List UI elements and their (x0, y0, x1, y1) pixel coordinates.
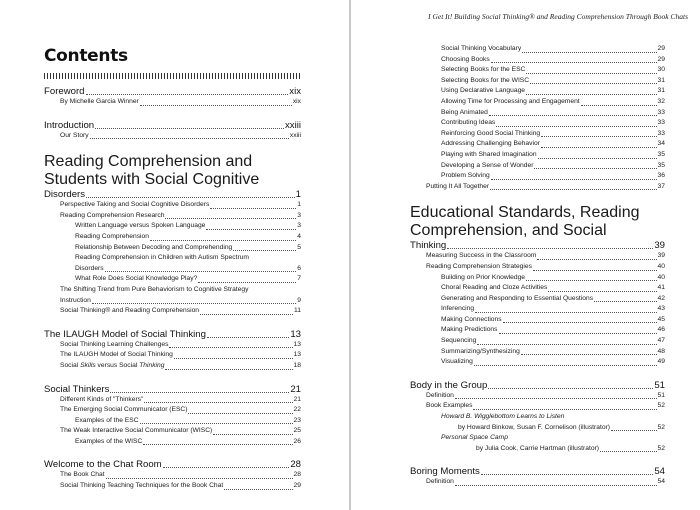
toc-entry-title: by Julia Cook, Carrie Hartman (illustrator) (476, 444, 600, 452)
toc-entry-page: 41 (657, 284, 665, 292)
toc-entry-page: 47 (657, 337, 665, 345)
toc-entry (44, 232, 301, 243)
dot-leader (207, 337, 289, 338)
toc-entry-page: 51 (654, 379, 665, 391)
dot-leader (90, 138, 289, 139)
toc-entry (44, 285, 301, 306)
toc-entry-page: 30 (657, 66, 665, 74)
dot-leader (489, 115, 657, 116)
toc-entry (410, 86, 665, 97)
toc-entry-title: Body in the Group (410, 379, 488, 391)
toc-entry (44, 470, 301, 481)
toc-entry-title: Educational Standards, Reading Comprehension, and Social (410, 204, 640, 240)
dot-leader (499, 333, 657, 334)
toc-entry-title: Reinforcing Good Social Thinking (441, 129, 541, 137)
toc-entry-title: Inferencing (441, 305, 475, 313)
toc-entry (44, 481, 301, 492)
toc-entry (410, 325, 665, 336)
dot-leader (140, 105, 292, 106)
dot-leader (174, 358, 293, 359)
toc-entry (410, 118, 665, 129)
toc-entry (410, 182, 665, 193)
toc-entry (44, 426, 301, 437)
toc-entry (410, 336, 665, 347)
toc-entry (410, 161, 665, 172)
dot-leader (198, 282, 296, 283)
toc-entry (44, 306, 301, 317)
dot-leader (503, 322, 657, 323)
toc-entry-title: Building on Prior Knowledge (441, 273, 526, 281)
toc-entry-title: Developing a Sense of Wonder (441, 161, 534, 169)
toc-entry-title: Social Thinkers (44, 383, 110, 395)
toc-entry (44, 97, 301, 108)
toc-section (410, 466, 665, 477)
toc-entry-title: Foreword (44, 86, 85, 97)
dot-leader (526, 280, 657, 281)
toc-entry (44, 350, 301, 361)
dot-leader (92, 303, 296, 304)
toc-entry-page: xxiii (285, 119, 301, 131)
toc-entry-page: 1 (297, 201, 301, 209)
toc-entry (410, 44, 665, 55)
dot-leader (200, 314, 293, 315)
toc-entry (410, 315, 665, 326)
toc-entry-page: 40 (657, 273, 665, 281)
toc-entry-page: xix (292, 98, 301, 105)
dot-leader (95, 128, 284, 129)
toc-entry-continued (410, 240, 665, 251)
toc-entry-title: Selecting Books for the WISC (441, 76, 530, 84)
toc-entry-title: Sequencing (441, 337, 477, 345)
dot-leader (538, 158, 657, 159)
toc-entry (44, 437, 301, 448)
decorative-rule (44, 73, 300, 79)
toc-entry-page: 3 (297, 222, 301, 230)
toc-entry-page: 4 (297, 232, 301, 240)
dot-leader (496, 126, 656, 127)
toc-entry-title: Different Kinds of "Thinkers" (60, 395, 144, 403)
toc-entry-page: 32 (657, 97, 665, 105)
toc-entry-page: 31 (657, 87, 665, 95)
toc-entry-page: 49 (657, 358, 665, 366)
toc-entry-page: 9 (297, 296, 301, 304)
toc-entry-title: Personal Space Camp (441, 434, 508, 442)
dot-leader (522, 52, 656, 53)
toc-entry-title: Being Animated (441, 108, 488, 116)
toc-entry-page: 39 (654, 240, 665, 252)
toc-section (44, 459, 301, 470)
toc-section (44, 86, 301, 97)
dot-leader (473, 409, 656, 410)
toc-entry-title: Selecting Books for the ESC (441, 66, 526, 74)
toc-entry-page: 31 (657, 76, 665, 84)
toc-entry-page: 45 (657, 315, 665, 323)
toc-entry-page: 21 (290, 383, 301, 395)
dot-leader (477, 344, 656, 345)
toc-entry-page: 39 (657, 252, 665, 260)
toc-entry-title: Social Thinking® and Reading Comprehension (60, 307, 200, 315)
toc-entry-title: Reading Comprehension in Children with Autism Spectrum (75, 254, 249, 262)
dot-leader (224, 489, 292, 490)
toc-entry-page: 5 (297, 243, 301, 251)
dot-leader (140, 423, 293, 424)
toc-entry-page: 23 (293, 416, 301, 424)
toc-section (44, 120, 301, 131)
toc-entry-continued (44, 296, 301, 307)
toc-entry-title: Social Skills versus Social Thinking (60, 361, 165, 369)
dot-leader (521, 354, 657, 355)
toc-entry (410, 477, 665, 488)
dot-leader (150, 240, 296, 241)
toc-entry-page: 29 (657, 45, 665, 52)
toc-entry-title: Howard B. Wigglebottom Learns to Listen (441, 413, 565, 421)
dot-leader (105, 271, 297, 272)
toc-entry-title: by Howard Binkow, Susan F. Cornelison (illustrator) (458, 423, 611, 431)
toc-entry-title: The ILAUGH Model of Social Thinking (60, 351, 173, 359)
toc-entry-page: 35 (657, 150, 665, 158)
toc-right (410, 44, 665, 488)
toc-entry (410, 204, 665, 251)
dot-leader (213, 434, 292, 435)
dot-leader (455, 485, 657, 486)
dot-leader (106, 478, 293, 479)
toc-entry-page: 13 (290, 328, 301, 340)
toc-entry (44, 253, 301, 274)
toc-entry-title: Reading Comprehension and Students with Social Cognitive (44, 153, 260, 189)
dot-leader (86, 197, 295, 198)
toc-entry-page: 36 (657, 172, 665, 180)
toc-entry-title: Reading Comprehension Research (60, 211, 165, 219)
toc-entry (44, 243, 301, 254)
dot-leader (530, 83, 656, 84)
toc-entry-page: 21 (293, 395, 301, 403)
toc-entry-page: 43 (657, 305, 665, 313)
dot-leader (600, 451, 657, 452)
toc-entry-page: 18 (293, 361, 301, 369)
toc-entry (410, 283, 665, 294)
toc-entry (44, 340, 301, 351)
dot-leader (206, 229, 296, 230)
toc-entry-title: What Role Does Social Knowledge Play? (75, 275, 198, 283)
toc-entry-title: Generating and Responding to Essential Questions (441, 294, 594, 302)
toc-entry (44, 361, 301, 372)
toc-entry-page: 33 (657, 108, 665, 116)
toc-entry-title: Allowing Time for Processing and Engagement (441, 97, 580, 105)
dot-leader (541, 147, 657, 148)
toc-entry-title: Examples of the ESC (75, 416, 139, 424)
toc-entry-page: 54 (657, 478, 665, 486)
dot-leader (188, 413, 292, 414)
toc-entry (410, 412, 665, 423)
toc-entry-page: 34 (657, 140, 665, 148)
dot-leader (455, 398, 657, 399)
toc-entry-title: Examples of the WISC (75, 437, 143, 445)
toc-entry-page: 40 (657, 262, 665, 270)
dot-leader (447, 248, 653, 249)
toc-entry-page: xxiii (289, 131, 301, 139)
toc-entry-title: Putting It All Together (426, 182, 490, 190)
toc-entry-title: The Weak Interactive Social Communicator (WISC) (60, 427, 213, 435)
toc-entry-title: The Shifting Trend from Pure Behaviorism to Cognitive Strategy (60, 285, 249, 293)
toc-entry-page: 52 (657, 423, 665, 431)
dot-leader (581, 105, 657, 106)
left-page (0, 0, 349, 510)
toc-entry (44, 416, 301, 427)
dot-leader (163, 467, 290, 468)
dot-leader (210, 208, 296, 209)
toc-entry-title: Choosing Books (441, 55, 490, 63)
dot-leader (110, 392, 289, 393)
dot-leader (548, 291, 656, 292)
toc-entry-title: Social Thinking Learning Challenges (60, 340, 169, 348)
toc-entry-title: Contributing Ideas (441, 119, 496, 127)
toc-entry (410, 357, 665, 368)
toc-entry-continued (44, 189, 301, 200)
toc-entry-title: Boring Moments (410, 466, 480, 478)
toc-entry-title: The Book Chat (60, 471, 105, 479)
toc-section (44, 329, 301, 340)
toc-entry (410, 433, 665, 444)
toc-entry-title: Making Predictions (441, 326, 498, 334)
toc-entry-title: Summarizing/Synthesizing (441, 347, 520, 355)
toc-entry-title: Making Connections (441, 315, 502, 323)
toc-entry-page: 7 (297, 275, 301, 283)
toc-entry (410, 304, 665, 315)
toc-entry-page: 13 (293, 340, 301, 348)
dot-leader (165, 369, 292, 370)
dot-leader (475, 312, 656, 313)
toc-entry-title: Book Examples (426, 402, 473, 410)
toc-entry-page: 54 (654, 466, 665, 478)
toc-entry (44, 405, 301, 416)
toc-section (410, 380, 665, 391)
toc-entry (410, 150, 665, 161)
toc-entry (410, 294, 665, 305)
toc-entry (410, 391, 665, 402)
dot-leader (474, 365, 657, 366)
toc-entry (44, 221, 301, 232)
toc-entry-title: Reading Comprehension (75, 232, 149, 240)
toc-entry-page: 22 (293, 406, 301, 414)
toc-entry-page: 46 (657, 326, 665, 334)
toc-entry-page: 33 (657, 119, 665, 127)
toc-entry-title: Relationship Between Decoding and Comprehending (75, 243, 233, 251)
dot-leader (488, 388, 653, 389)
toc-entry (44, 211, 301, 222)
toc-entry-page: xix (289, 86, 301, 97)
dot-leader (533, 270, 657, 271)
dot-leader (491, 179, 657, 180)
toc-entry-page: 26 (293, 437, 301, 445)
toc-entry-page: 25 (293, 427, 301, 435)
toc-entry (410, 129, 665, 140)
toc-entry-title: Using Declarative Language (441, 87, 526, 95)
toc-entry (410, 97, 665, 108)
toc-entry (410, 171, 665, 182)
toc-entry-page: 52 (657, 444, 665, 452)
toc-entry-continued (44, 264, 301, 275)
toc-entry (410, 55, 665, 66)
toc-entry-title: Addressing Challenging Behavior (441, 140, 540, 148)
toc-entry-title: Introduction (44, 119, 95, 131)
toc-entry-page: 37 (657, 182, 665, 190)
toc-entry-title: Definition (426, 478, 454, 486)
toc-entry-title: Playing with Shared Imagination (441, 150, 537, 158)
page-title: Contents (44, 46, 128, 66)
toc-entry (410, 251, 665, 262)
toc-entry (44, 395, 301, 406)
toc-entry-page: 42 (657, 294, 665, 302)
dot-leader (144, 402, 292, 403)
toc-entry-page: 48 (657, 347, 665, 355)
toc-entry (44, 153, 301, 200)
toc-entry-title: Social Thinking Vocabulary (441, 45, 522, 52)
toc-entry (410, 444, 665, 455)
dot-leader (534, 168, 656, 169)
toc-entry (410, 65, 665, 76)
dot-leader (491, 62, 657, 63)
toc-entry-page: 33 (657, 129, 665, 137)
toc-entry (410, 273, 665, 284)
dot-leader (86, 94, 289, 95)
toc-entry-page: 51 (657, 391, 665, 399)
toc-entry-page: 29 (293, 482, 301, 490)
toc-entry-page: 28 (290, 459, 301, 471)
toc-entry (410, 76, 665, 87)
dot-leader (526, 94, 657, 95)
toc-entry-page: 6 (297, 264, 301, 272)
dot-leader (233, 250, 296, 251)
toc-entry (410, 262, 665, 273)
toc-entry-title: Reading Comprehension Strategies (426, 262, 532, 270)
toc-entry-title: Social Thinking Teaching Techniques for the Book Chat (60, 482, 224, 490)
toc-entry-page: 11 (294, 307, 301, 315)
dot-leader (481, 474, 653, 475)
toc-entry-page: 13 (293, 351, 301, 359)
toc-entry-title: The ILAUGH Model of Social Thinking (44, 328, 206, 340)
toc-entry-title: Visualizing (441, 358, 473, 366)
toc-entry-title: Choral Reading and Cloze Activities (441, 284, 548, 292)
running-head: I Get It! Building Social Thinking® and Reading Comprehension Through Book Chats (428, 12, 688, 21)
toc-entry (410, 108, 665, 119)
toc-entry-title: Measuring Success in the Classroom (426, 252, 537, 260)
toc-entry-title-cont: Instruction (60, 296, 91, 304)
toc-entry-title: Problem Solving (441, 172, 490, 180)
toc-entry-title-cont: Disorders (75, 264, 104, 272)
toc-entry-page: 52 (657, 402, 665, 410)
dot-leader (537, 259, 656, 260)
toc-entry-page: 28 (293, 471, 301, 479)
dot-leader (611, 430, 657, 431)
toc-left (44, 86, 301, 492)
toc-entry-title: Our Story (60, 131, 89, 139)
toc-section (44, 384, 301, 395)
dot-leader (526, 73, 656, 74)
dot-leader (169, 347, 292, 348)
toc-entry-page: 3 (297, 211, 301, 219)
toc-entry (410, 139, 665, 150)
right-page (351, 0, 700, 510)
toc-entry-title-cont: Thinking (410, 240, 447, 252)
toc-entry (410, 423, 665, 434)
toc-entry-title: Written Language versus Spoken Language (75, 222, 206, 230)
toc-entry-page: 29 (657, 55, 665, 63)
dot-leader (541, 136, 656, 137)
toc-entry (44, 200, 301, 211)
toc-entry-title-cont: Disorders (44, 189, 86, 201)
toc-entry-title: Welcome to the Chat Room (44, 459, 162, 471)
toc-entry (410, 401, 665, 412)
toc-entry-title: The Emerging Social Communicator (ESC) (60, 406, 188, 414)
toc-entry-page: 1 (295, 189, 301, 201)
dot-leader (594, 301, 656, 302)
toc-entry (44, 131, 301, 142)
dot-leader (165, 218, 296, 219)
toc-entry-title: Perspective Taking and Social Cognitive Disorders (60, 201, 210, 209)
toc-entry (410, 347, 665, 358)
toc-entry (44, 274, 301, 285)
dot-leader (490, 189, 656, 190)
toc-entry-title: Definition (426, 391, 454, 399)
dot-leader (143, 444, 292, 445)
toc-entry-title: By Michelle Garcia Winner (60, 98, 139, 105)
toc-entry-page: 35 (657, 161, 665, 169)
